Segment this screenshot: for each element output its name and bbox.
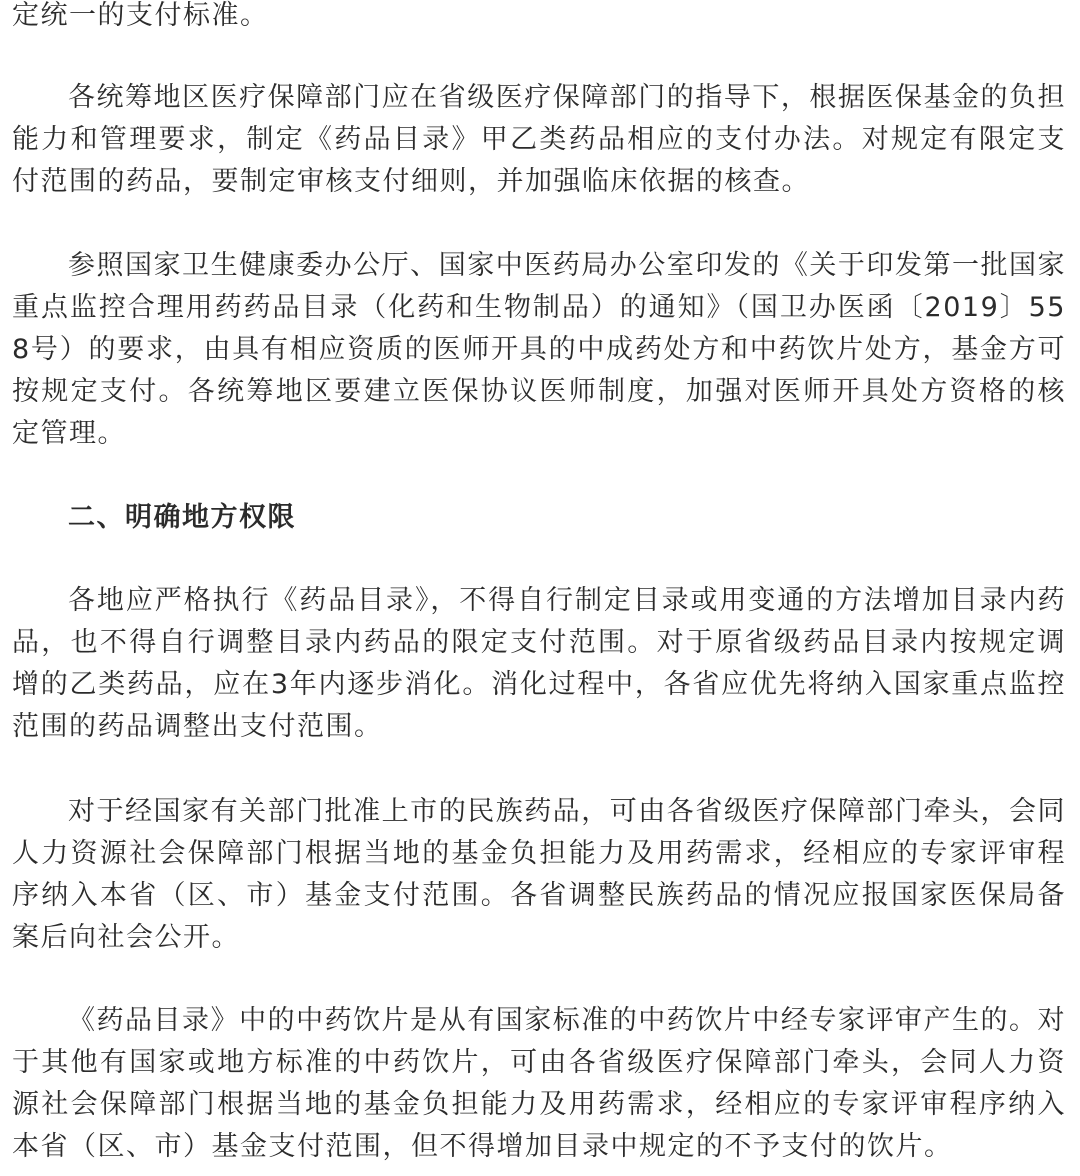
paragraph-ethnic-medicine: 对于经国家有关部门批准上市的民族药品，可由各省级医疗保障部门牵头，会同人力资源社会保障部门根据当地的基金负担能力及用药需求，经相应的专家评审程序纳入本省（区、市）基金支付范围。各省调整民族药品的情况应报国家医保局备案后向社会公开。	[12, 796, 1066, 953]
paragraph-payment-methods: 各统筹地区医疗保障部门应在省级医疗保障部门的指导下，根据医保基金的负担能力和管理要求，制定《药品目录》甲乙类药品相应的支付办法。对规定有限定支付范围的药品，要制定审核支付细则，并加强临床依据的核查。	[12, 82, 1066, 197]
paragraph-herbal-slices: 《药品目录》中的中药饮片是从有国家标准的中药饮片中经专家评审产生的。对于其他有国家或地方标准的中药饮片，可由各省级医疗保障部门牵头，会同人力资源社会保障部门根据当地的基金负担能力及用药需求，经相应的专家评审程序纳入本省（区、市）基金支付范围，但不得增加目录中规定的不予支付的饮片。	[12, 1005, 1066, 1162]
paragraph-catalog-execution: 各地应严格执行《药品目录》，不得自行制定目录或用变通的方法增加目录内药品，也不得自行调整目录内药品的限定支付范围。对于原省级药品目录内按规定调增的乙类药品，应在3年内逐步消化。消化过程中，各省应优先将纳入国家重点监控范围的药品调整出支付范围。	[12, 585, 1066, 742]
paragraph-continuation: 定统一的支付标准。	[12, 0, 269, 31]
paragraph-prescription-rules: 参照国家卫生健康委办公厅、国家中医药局办公室印发的《关于印发第一批国家重点监控合理用药药品目录（化药和生物制品）的通知》（国卫办医函〔2019〕558号）的要求，由具有相应资质的医师开具的中成药处方和中药饮片处方，基金方可按规定支付。各统筹地区要建立医保协议医师制度，加强对医师开具处方资格的核定管理。	[12, 250, 1066, 449]
section-heading: 二、明确地方权限	[68, 502, 296, 533]
